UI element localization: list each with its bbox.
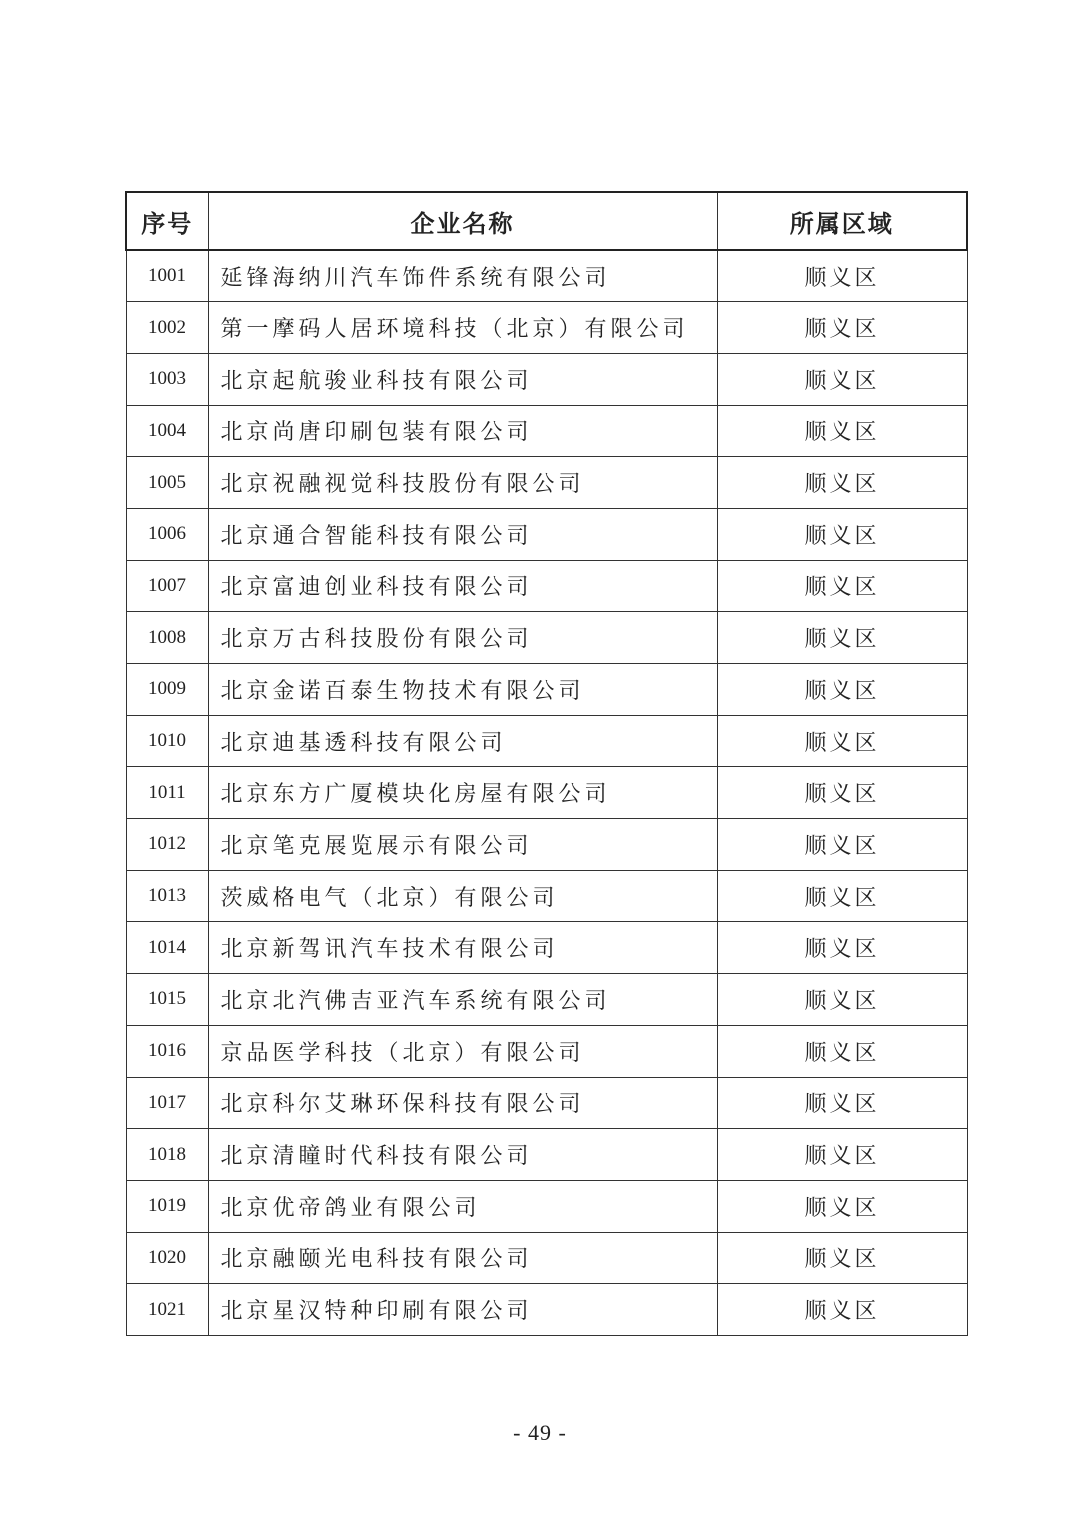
cell-serial-number: 1007 — [126, 560, 208, 612]
cell-company-name: 北京富迪创业科技有限公司 — [208, 560, 717, 612]
cell-company-name: 北京东方广厦模块化房屋有限公司 — [208, 767, 717, 819]
cell-serial-number: 1016 — [126, 1025, 208, 1077]
cell-serial-number: 1002 — [126, 302, 208, 354]
cell-serial-number: 1017 — [126, 1077, 208, 1129]
table-row — [126, 819, 967, 871]
cell-region: 顺义区 — [717, 560, 967, 612]
cell-region: 顺义区 — [717, 1077, 967, 1129]
cell-company-name: 北京清瞳时代科技有限公司 — [208, 1129, 717, 1181]
cell-serial-number: 1003 — [126, 353, 208, 405]
cell-company-name: 北京迪基透科技有限公司 — [208, 715, 717, 767]
table-row — [126, 1284, 967, 1336]
table-row — [126, 508, 967, 560]
cell-company-name: 北京星汉特种印刷有限公司 — [208, 1284, 717, 1336]
cell-company-name: 北京融颐光电科技有限公司 — [208, 1232, 717, 1284]
cell-serial-number: 1008 — [126, 612, 208, 664]
cell-serial-number: 1015 — [126, 974, 208, 1026]
cell-company-name: 第一摩码人居环境科技（北京）有限公司 — [208, 302, 717, 354]
table-body — [126, 250, 967, 1335]
cell-region: 顺义区 — [717, 819, 967, 871]
table-row — [126, 1232, 967, 1284]
header-serial-number: 序号 — [126, 192, 208, 250]
cell-company-name: 北京金诺百泰生物技术有限公司 — [208, 664, 717, 716]
cell-company-name: 北京北汽佛吉亚汽车系统有限公司 — [208, 974, 717, 1026]
page-number: - 49 - — [513, 1420, 567, 1445]
cell-company-name: 北京科尔艾琳环保科技有限公司 — [208, 1077, 717, 1129]
table-row — [126, 870, 967, 922]
table-row — [126, 664, 967, 716]
cell-region: 顺义区 — [717, 508, 967, 560]
table-row — [126, 302, 967, 354]
table-row — [126, 715, 967, 767]
table-row — [126, 1025, 967, 1077]
enterprise-table — [125, 191, 968, 1336]
cell-region: 顺义区 — [717, 1284, 967, 1336]
table-row — [126, 1077, 967, 1129]
cell-serial-number: 1006 — [126, 508, 208, 560]
table-row — [126, 405, 967, 457]
cell-serial-number: 1019 — [126, 1180, 208, 1232]
cell-region: 顺义区 — [717, 767, 967, 819]
cell-company-name: 北京笔克展览展示有限公司 — [208, 819, 717, 871]
cell-serial-number: 1001 — [126, 250, 208, 302]
cell-serial-number: 1012 — [126, 819, 208, 871]
table-row — [126, 353, 967, 405]
cell-company-name: 茨威格电气（北京）有限公司 — [208, 870, 717, 922]
header-region: 所属区域 — [717, 192, 967, 250]
cell-serial-number: 1018 — [126, 1129, 208, 1181]
cell-company-name: 延锋海纳川汽车饰件系统有限公司 — [208, 250, 717, 302]
table-row — [126, 612, 967, 664]
cell-region: 顺义区 — [717, 922, 967, 974]
cell-serial-number: 1021 — [126, 1284, 208, 1336]
cell-region: 顺义区 — [717, 715, 967, 767]
table-row — [126, 1129, 967, 1181]
table-row — [126, 974, 967, 1026]
cell-serial-number: 1014 — [126, 922, 208, 974]
cell-region: 顺义区 — [717, 870, 967, 922]
cell-region: 顺义区 — [717, 250, 967, 302]
cell-region: 顺义区 — [717, 353, 967, 405]
cell-serial-number: 1011 — [126, 767, 208, 819]
cell-region: 顺义区 — [717, 1025, 967, 1077]
cell-company-name: 北京新驾讯汽车技术有限公司 — [208, 922, 717, 974]
table-row — [126, 922, 967, 974]
table-row — [126, 250, 967, 302]
cell-region: 顺义区 — [717, 1180, 967, 1232]
cell-company-name: 北京通合智能科技有限公司 — [208, 508, 717, 560]
cell-region: 顺义区 — [717, 457, 967, 509]
cell-region: 顺义区 — [717, 974, 967, 1026]
cell-region: 顺义区 — [717, 612, 967, 664]
cell-serial-number: 1004 — [126, 405, 208, 457]
cell-region: 顺义区 — [717, 1129, 967, 1181]
cell-serial-number: 1009 — [126, 664, 208, 716]
cell-company-name: 北京万古科技股份有限公司 — [208, 612, 717, 664]
table-row — [126, 457, 967, 509]
cell-serial-number: 1013 — [126, 870, 208, 922]
header-company-name: 企业名称 — [208, 192, 717, 250]
cell-serial-number: 1005 — [126, 457, 208, 509]
cell-company-name: 北京祝融视觉科技股份有限公司 — [208, 457, 717, 509]
header-row — [126, 192, 967, 250]
cell-company-name: 北京优帝鸽业有限公司 — [208, 1180, 717, 1232]
cell-company-name: 北京起航骏业科技有限公司 — [208, 353, 717, 405]
table-header — [126, 192, 967, 250]
cell-region: 顺义区 — [717, 1232, 967, 1284]
table-row — [126, 767, 967, 819]
cell-company-name: 北京尚唐印刷包装有限公司 — [208, 405, 717, 457]
table-row — [126, 1180, 967, 1232]
cell-serial-number: 1010 — [126, 715, 208, 767]
table-row — [126, 560, 967, 612]
cell-region: 顺义区 — [717, 664, 967, 716]
cell-serial-number: 1020 — [126, 1232, 208, 1284]
cell-region: 顺义区 — [717, 405, 967, 457]
cell-region: 顺义区 — [717, 302, 967, 354]
cell-company-name: 京品医学科技（北京）有限公司 — [208, 1025, 717, 1077]
